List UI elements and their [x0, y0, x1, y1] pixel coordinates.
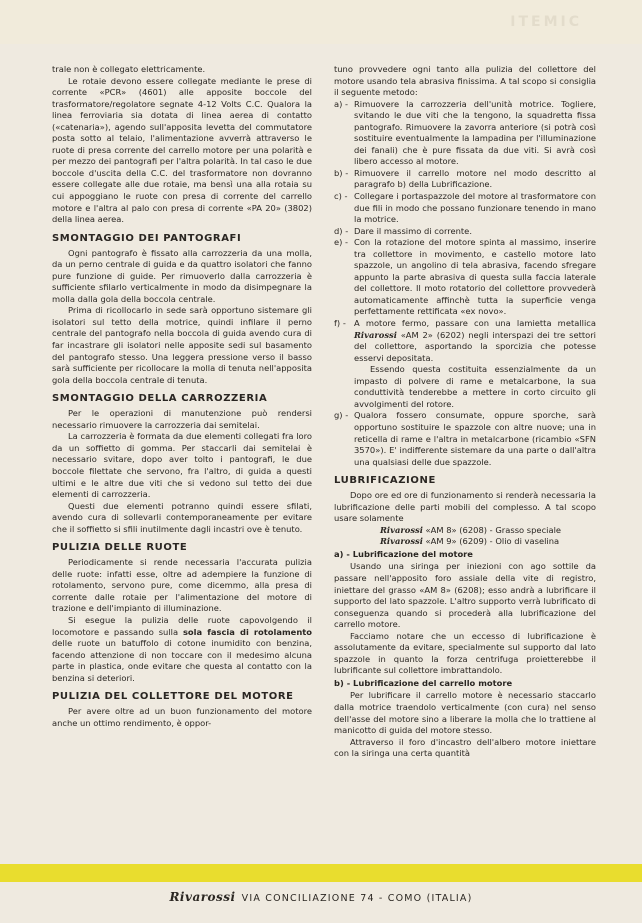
list-text: Rimuovere il carrello motore nel modo descritto al paragrafo b) della Lubrificazione.	[354, 167, 596, 190]
list-item	[334, 168, 596, 191]
paragraph: Periodicamente si rende necessaria l'accurata pulizia delle ruote: infatti esse, oltre ad adempiere la funzione di rotolamento, servono pure, come dicemmo, alla presa di corrente dalle rotaie per l'alimentazione del motore di trazione e dell'impianto di illuminazione.	[52, 557, 312, 614]
paragraph: Per le operazioni di manutenzione può rendersi necessario rimuovere la carrozzeria dai semitelai.	[52, 408, 312, 430]
yellow-footer-band	[0, 864, 642, 882]
paragraph: tuno provvedere ogni tanto alla pulizia del collettore del motore usando tela abrasiva finissima. A tal scopo si consiglia il seguente metodo:	[334, 64, 596, 98]
paragraph: La carrozzeria è formata da due elementi collegati fra loro da un soffietto di gomma. Per staccarli dai semitelai è necessario svitare, dopo aver tolto i pantografi, le due boccole filettate che servono, fra l'altro, di guida a questi ultimi e le altre due viti che si vedono sul tetto dei due elementi di carrozzeria.	[52, 431, 312, 500]
paragraph: Ogni pantografo è fissato alla carrozzeria da una molla, da un perno centrale di guida e da quattro isolatori che fanno pure funzione di guide. Per rimuoverlo dalla carrozzeria è sufficiente sfilarlo verticalmente in modo da disimpegnare la molla dalla gola della boccola centrale.	[52, 247, 312, 304]
list-marker: g) -	[334, 410, 349, 421]
list-marker: f) -	[334, 318, 346, 329]
list-text: Con la rotazione del motore spinta al massimo, inserire tra collettore in movimento, e castello motore lato spazzole, un angolino di tela abrasiva, facendo sfregare appunto la parte abrasiva di questa sulla faccia laterale del collettore. Il moto rotatorio del collettore provvederà automaticamente affinchè tutta la superficie venga perfettamente rettificata «ex novo».	[354, 237, 596, 317]
left-column	[52, 64, 312, 729]
brand-logo-text: Rivarossi	[354, 329, 397, 340]
subheading-lubrificazione-motore: a) - Lubrificazione del motore	[334, 548, 473, 559]
show-through-text: ITEMIC	[510, 14, 582, 30]
text-span: A motore fermo, passare con una lamietta metallica	[354, 318, 596, 329]
product-text: «AM 9» (6209) - Olio di vaselina	[422, 536, 560, 547]
text-span: delle ruote un batuffolo di cotone inumidito con benzina, facendo attenzione di non toccare con il medesimo alcuna parte in plastica, onde evitare che questa al contatto con la benzina si deteriori.	[52, 638, 312, 683]
product-line	[334, 525, 596, 537]
list-text: Dare il massimo di corrente.	[354, 225, 472, 236]
list-item	[334, 318, 596, 410]
section-heading-ruote: PULIZIA DELLE RUOTE	[52, 542, 188, 554]
list-marker: e) -	[334, 237, 349, 248]
text-span: «AM 2» (6202) negli interspazi dei tre settori del collettore, asportando la sporcizia che potesse esservi depositata.	[354, 329, 596, 363]
subheading-lubrificazione-carrello: b) - Lubrificazione del carrello motore	[334, 677, 513, 688]
paragraph: Per lubrificare il carrello motore è necessario staccarlo dalla motrice traendolo verticalmente (con cura) nel senso dell'asse del motore sino a liberare la molla che lo trattiene al manicotto di guida del motore stesso.	[334, 690, 596, 736]
right-column	[334, 64, 596, 760]
list-marker: b) -	[334, 167, 349, 178]
paragraph	[52, 615, 312, 684]
paragraph: Dopo ore ed ore di funzionamento si renderà necessaria la lubrificazione delle parti mobili del complesso. A tal scopo usare solamente	[334, 490, 596, 524]
product-text: «AM 8» (6208) - Grasso speciale	[422, 524, 562, 535]
list-text: Collegare i portaspazzole del motore al trasformatore con due fili in modo che possano funzionare tenendo in mano la motrice.	[354, 191, 596, 225]
paragraph: Le rotaie devono essere collegate mediante le prese di corrente «PCR» (4601) alle apposite boccole del trasformatore/regolatore segnate 4-12 Volts C.C. Qualora la linea ferroviaria sia dotata di linea aerea di contatto («catenaria»), agendo sull'apposita levetta del commutatore posta sotto al telaio, l'alimentazione avverrà attraverso le ruote di presa corrente del carrello motore per una polarità e per mezzo dei pantografi per l'altra polarità. In tal caso le due boccole d'uscita della C.C. del trasformatore non dovranno essere collegate alle due rotaie, ma bensì una alla rotaia su cui appoggiano le ruote con presa di corrente del carrello motore e l'altra al palo con presa di corrente «PA 20» (3802) della linea aerea.	[52, 75, 312, 225]
list-item	[334, 191, 596, 226]
list-item	[334, 99, 596, 168]
bold-text: sola fascia di rotolamento	[182, 626, 312, 637]
list-marker: a) -	[334, 98, 349, 109]
list-item	[334, 226, 596, 238]
list-text: Rimuovere la carrozzeria dell'unità motrice. Togliere, svitando le due viti che la tengono, la squadretta fissa pantografo. Rimuovere la zavorra anteriore (si potrà così sostituire eventualmente la lampadina per l'illuminazione dei fanali) che è pure fissata da due viti. Si avrà così libero accesso al motore.	[354, 98, 596, 167]
paragraph: Prima di ricollocarlo in sede sarà opportuno sistemare gli isolatori sul tetto della motrice, quindi infilare il perno centrale del pantografo nella boccola di guida avendo cura di far incastrare gli isolatori nelle apposite sedi sul basamento del pantografo stesso. Una leggera pressione verso il basso sarà sufficiente per ricollocare la molla di tenuta nell'apposita gola della boccola centrale di tenuta.	[52, 305, 312, 385]
list-item	[334, 410, 596, 468]
paragraph: Attraverso il foro d'incastro dell'albero motore iniettare con la siringa una certa quantità	[334, 736, 596, 759]
paragraph: Questi due elementi potranno quindi essere sfilati, avendo cura di sollevarli contemporaneamente per evitare che il soffietto si sfili inutilmente dagli incastri ove è tenuto.	[52, 500, 312, 534]
list-marker: d) -	[334, 225, 349, 236]
product-line	[334, 536, 596, 548]
section-heading-lubrificazione: LUBRIFICAZIONE	[334, 475, 436, 487]
brand-logo: Rivarossi	[169, 890, 236, 904]
brand-logo-text: Rivarossi	[380, 536, 423, 547]
top-band	[0, 0, 642, 44]
section-heading-carrozzeria: SMONTAGGIO DELLA CARROZZERIA	[52, 393, 268, 405]
paragraph: Usando una siringa per iniezioni con ago sottile da passare nell'apposito foro assiale della vite di registro, iniettare del grasso «AM 8» (6208); esso andrà a lubrificare il supporto del lato spazzole. L'altro supporto verrà lubrificato di conseguenza quando si procederà alla lubrificazione del carrello motore.	[334, 561, 596, 630]
list-item	[334, 237, 596, 318]
text-span: Essendo questa costituita essenzialmente da un impasto di polvere di rame e metalcarbone, la sua conduttività tenderebbe a mettere in corto circuito gli avvolgimenti del rotore.	[354, 364, 596, 409]
list-text	[354, 318, 596, 410]
section-heading-pantografi: SMONTAGGIO DEI PANTOGRAFI	[52, 232, 242, 244]
paragraph: trale non è collegato elettricamente.	[52, 64, 206, 74]
brand-logo-text: Rivarossi	[380, 524, 423, 535]
paragraph: Per avere oltre ad un buon funzionamento del motore anche un ottimo rendimento, è oppor-	[52, 706, 312, 728]
list-text: Qualora fossero consumate, oppure sporche, sarà opportuno sostituire le spazzole con altre nuove; una in reticella di rame e l'altra in metalcarbone (ricambio «SFN 3570»). E' indifferente sistemare da una parte o dall'altra una qualsiasi delle due spazzole.	[354, 410, 596, 467]
text-span: Si esegue la pulizia delle ruote capovolgendo il locomotore e passando sulla	[52, 614, 312, 637]
paragraph: Facciamo notare che un eccesso di lubrificazione è assolutamente da evitare, specialmente sul supporto dal lato spazzole in quanto la forza centrifuga proietterebbe il lubrificante sul collettore imbrattandolo.	[334, 630, 596, 676]
footer	[0, 890, 642, 923]
list-marker: c) -	[334, 191, 348, 202]
footer-address: VIA CONCILIAZIONE 74 - COMO (ITALIA)	[241, 893, 473, 904]
section-heading-collettore: PULIZIA DEL COLLETTORE DEL MOTORE	[52, 691, 294, 703]
